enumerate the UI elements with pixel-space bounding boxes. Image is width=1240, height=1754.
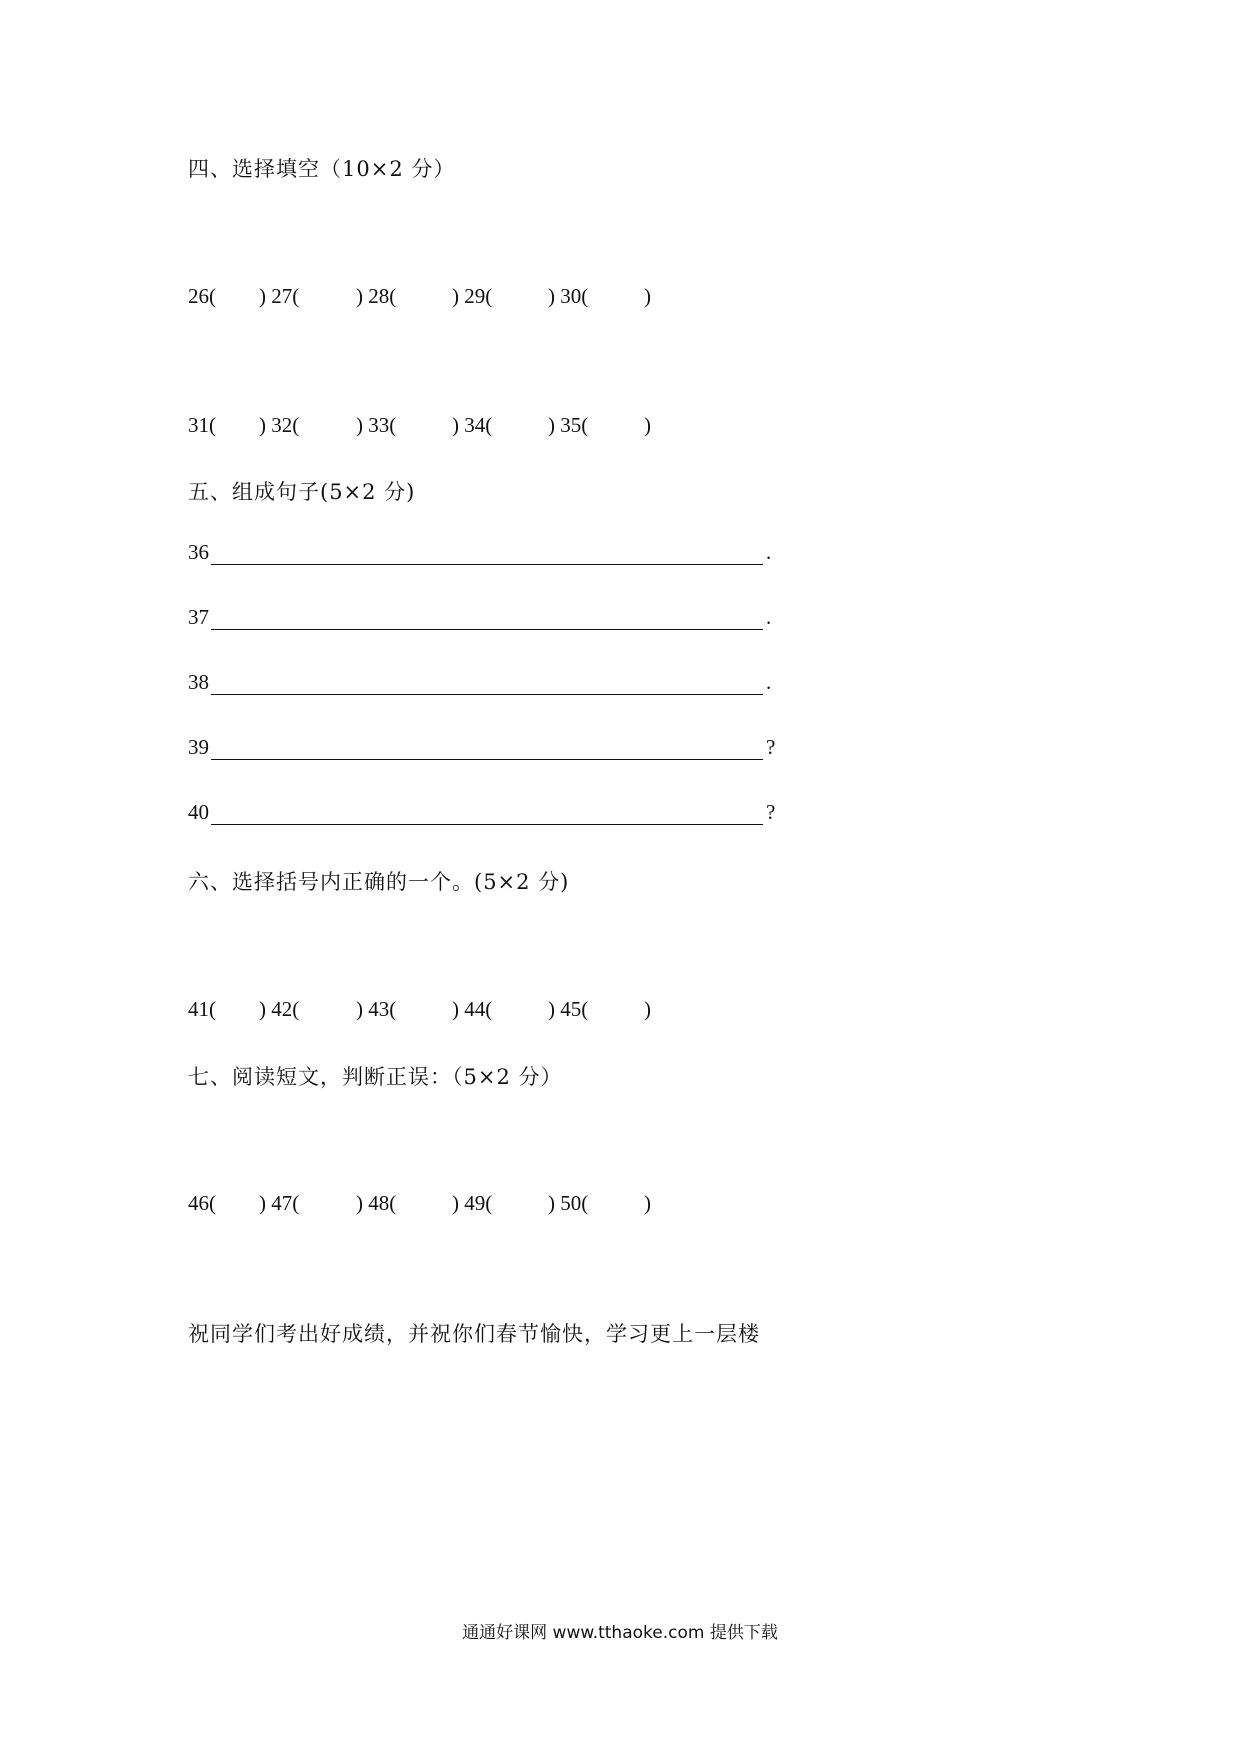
sentence-blank-39[interactable] bbox=[188, 735, 788, 765]
answer-slot: ) bbox=[644, 413, 651, 437]
answer-slot: ) bbox=[644, 1191, 651, 1215]
answer-slot: ) 28( bbox=[356, 284, 397, 308]
answer-slot: 46( bbox=[188, 1191, 216, 1215]
answer-slot: ) bbox=[644, 997, 651, 1021]
answer-slot: ) 48( bbox=[356, 1191, 397, 1215]
blank-number: 37 bbox=[188, 605, 209, 629]
answer-line bbox=[211, 759, 763, 760]
answer-slot: ) 35( bbox=[548, 413, 589, 437]
answer-slot: ) 33( bbox=[356, 413, 397, 437]
blank-punctuation: . bbox=[766, 605, 772, 629]
answer-slot: ) 50( bbox=[548, 1191, 589, 1215]
answer-slot: ) 44( bbox=[452, 997, 493, 1021]
section7-heading: 七、阅读短文，判断正误：（5×2 分） bbox=[188, 1065, 563, 1089]
answer-slot: ) 42( bbox=[259, 997, 300, 1021]
answer-line bbox=[211, 629, 763, 630]
answer-line bbox=[211, 694, 763, 695]
blank-punctuation: . bbox=[766, 670, 772, 694]
blank-number: 38 bbox=[188, 670, 209, 694]
section4-heading: 四、选择填空（10×2 分） bbox=[188, 157, 456, 181]
answer-slot: ) bbox=[644, 284, 651, 308]
answer-slot: ) 32( bbox=[259, 413, 300, 437]
closing-message: 祝同学们考出好成绩，并祝你们春节愉快，学习更上一层楼 bbox=[188, 1322, 760, 1346]
sentence-blank-36[interactable] bbox=[188, 540, 788, 570]
blank-number: 36 bbox=[188, 540, 209, 564]
answer-slot: ) 49( bbox=[452, 1191, 493, 1215]
sentence-blank-37[interactable] bbox=[188, 605, 788, 635]
blank-number: 39 bbox=[188, 735, 209, 759]
answer-slot: ) 47( bbox=[259, 1191, 300, 1215]
answer-slot: ) 34( bbox=[452, 413, 493, 437]
section5-heading: 五、组成句子(5×2 分) bbox=[188, 480, 416, 504]
blank-number: 40 bbox=[188, 800, 209, 824]
answer-slot: ) 30( bbox=[548, 284, 589, 308]
answer-slot: ) 45( bbox=[548, 997, 589, 1021]
blank-punctuation: . bbox=[766, 540, 772, 564]
blank-punctuation: ? bbox=[766, 735, 776, 759]
page-footer: 通通好课网 www.tthaoke.com 提供下载 bbox=[462, 1623, 778, 1643]
answer-line bbox=[211, 564, 763, 565]
answer-slot: 41( bbox=[188, 997, 216, 1021]
section6-heading: 六、选择括号内正确的一个。(5×2 分) bbox=[188, 870, 570, 894]
sentence-blank-40[interactable] bbox=[188, 800, 788, 830]
answer-slot: 26( bbox=[188, 284, 216, 308]
sentence-blank-38[interactable] bbox=[188, 670, 788, 700]
blank-punctuation: ? bbox=[766, 800, 776, 824]
answer-slot: ) 29( bbox=[452, 284, 493, 308]
answer-slot: 31( bbox=[188, 413, 216, 437]
answer-slot: ) 43( bbox=[356, 997, 397, 1021]
answer-slot: ) 27( bbox=[259, 284, 300, 308]
answer-line bbox=[211, 824, 763, 825]
